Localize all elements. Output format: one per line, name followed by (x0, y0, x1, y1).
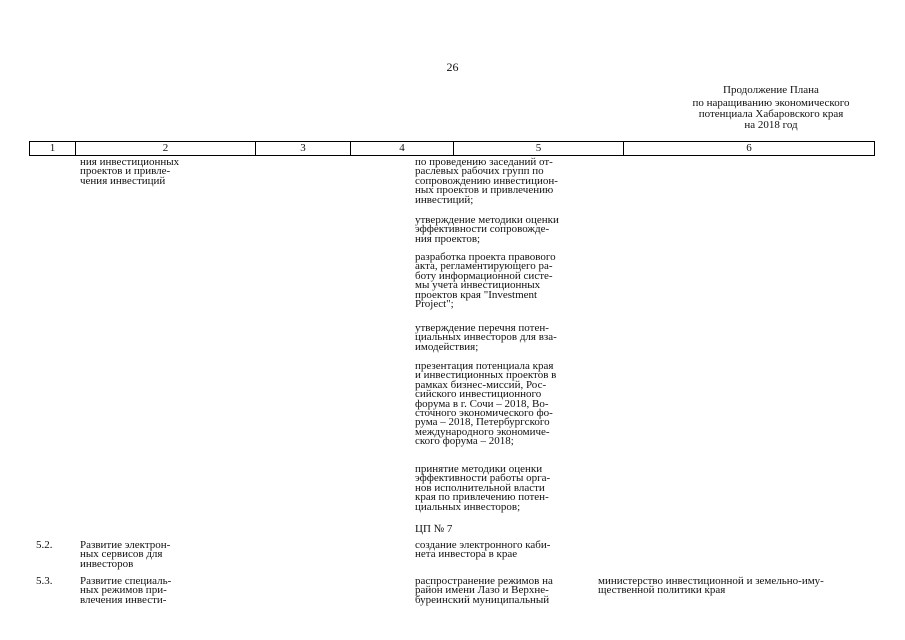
text-line: нов исполнительной власти (415, 481, 545, 494)
continuation-title: Продолжение Плана (723, 84, 819, 96)
text-line: щественной политики края (598, 584, 726, 597)
text-line: ского форума – 2018; (415, 435, 514, 448)
text-line: международного экономиче- (415, 425, 550, 438)
text-line: сточного экономического фо- (415, 407, 553, 420)
row-53-col2 (80, 577, 212, 605)
continuation-line: потенциала Хабаровского края (698, 108, 844, 120)
continuation-line: по наращиванию экономического (692, 97, 850, 109)
header-cell-3: 3 (256, 142, 351, 155)
text-line: форума в г. Сочи – 2018, Во- (415, 397, 549, 410)
text-line: инвестиций; (415, 193, 474, 206)
header-cell-2: 2 (76, 142, 256, 155)
text-line: презентация потенциала края (415, 360, 554, 372)
text-line: нета инвестора в крае (415, 548, 518, 561)
text-line: ния проектов; (415, 232, 481, 245)
text-line: имодействия; (415, 340, 479, 353)
text-line: края по привлечению потен- (415, 491, 549, 504)
text-line: чения инвестиций (80, 174, 166, 187)
text-line: по проведению заседаний от- (415, 156, 553, 168)
row-cont-col5-block-4 (415, 324, 591, 352)
row-cont-col5-block-6 (415, 465, 591, 512)
text-line: Project"; (415, 298, 454, 311)
text-line: создание электронного каби- (415, 539, 551, 551)
text-line: принятие методики оценки (415, 463, 543, 475)
header-cell-1: 1 (30, 142, 76, 155)
text-line: утверждение перечня потен- (415, 322, 549, 334)
continuation-line: на 2018 год (744, 119, 798, 131)
text-line: район имени Лазо и Верхне- (415, 584, 549, 597)
row-cont-col2 (80, 158, 212, 186)
text-line: циальных инвесторов для вза- (415, 331, 557, 344)
text-line: сопровождению инвестицион- (415, 174, 558, 187)
text-line: эффективности сопровожде- (415, 223, 550, 236)
table-header-row (29, 141, 875, 156)
text-line: инвесторов (80, 557, 134, 570)
text-line: утверждение методики оценки (415, 214, 559, 226)
text-line: рамках бизнес-миссий, Рос- (415, 378, 547, 391)
row-52-number: 5.2. (36, 539, 53, 551)
row-52-col2 (80, 541, 212, 569)
text-line: министерство инвестиционной и земельно-иму- (598, 575, 824, 587)
row-cont-col5-block-1 (415, 158, 591, 205)
text-line: и инвестиционных проектов в (415, 369, 557, 382)
text-line: циальных инвесторов; (415, 500, 521, 513)
header-cell-6: 6 (746, 142, 752, 154)
text-line: буреинский муниципальный (415, 593, 550, 606)
row-53-number: 5.3. (36, 575, 53, 587)
text-line: ния инвестиционных (80, 156, 180, 168)
program-code: ЦП № 7 (415, 523, 453, 535)
row-53-col5 (415, 577, 591, 605)
page-number: 26 (446, 60, 459, 74)
header-cell-4: 4 (351, 142, 454, 155)
row-cont-col5-block-3 (415, 253, 591, 309)
text-line: разработка проекта правового (415, 251, 556, 263)
text-line: раслевых рабочих групп по (415, 165, 544, 178)
text-line: ных проектов и привлечению (415, 184, 554, 197)
text-line: сийского инвестиционного (415, 388, 542, 401)
row-cont-col5-block-2 (415, 216, 591, 244)
text-line: эффективности работы орга- (415, 472, 551, 485)
row-cont-col5-block-5 (415, 362, 591, 447)
text-line: ных сервисов для (80, 548, 163, 561)
row-52-col5 (415, 541, 591, 560)
text-line: акта, регламентирующего ра- (415, 260, 553, 273)
text-line: ных режимов при- (80, 584, 167, 597)
row-cont-col5-block-7 (415, 525, 591, 534)
text-line: проектов и привле- (80, 165, 171, 178)
text-line: боту информационной систе- (415, 269, 553, 282)
row-53-col6 (598, 577, 868, 596)
header-cell-5: 5 (454, 142, 624, 155)
text-line: Развитие электрон- (80, 539, 171, 551)
text-line: рума – 2018, Петербургского (415, 416, 550, 429)
text-line: распространение режимов на (415, 575, 553, 587)
text-line: проектов края "Investment (415, 288, 538, 301)
continuation-heading (660, 85, 882, 131)
text-line: влечения инвести- (80, 593, 167, 606)
text-line: Развитие специаль- (80, 575, 172, 587)
text-line: мы учета инвестиционных (415, 279, 541, 292)
